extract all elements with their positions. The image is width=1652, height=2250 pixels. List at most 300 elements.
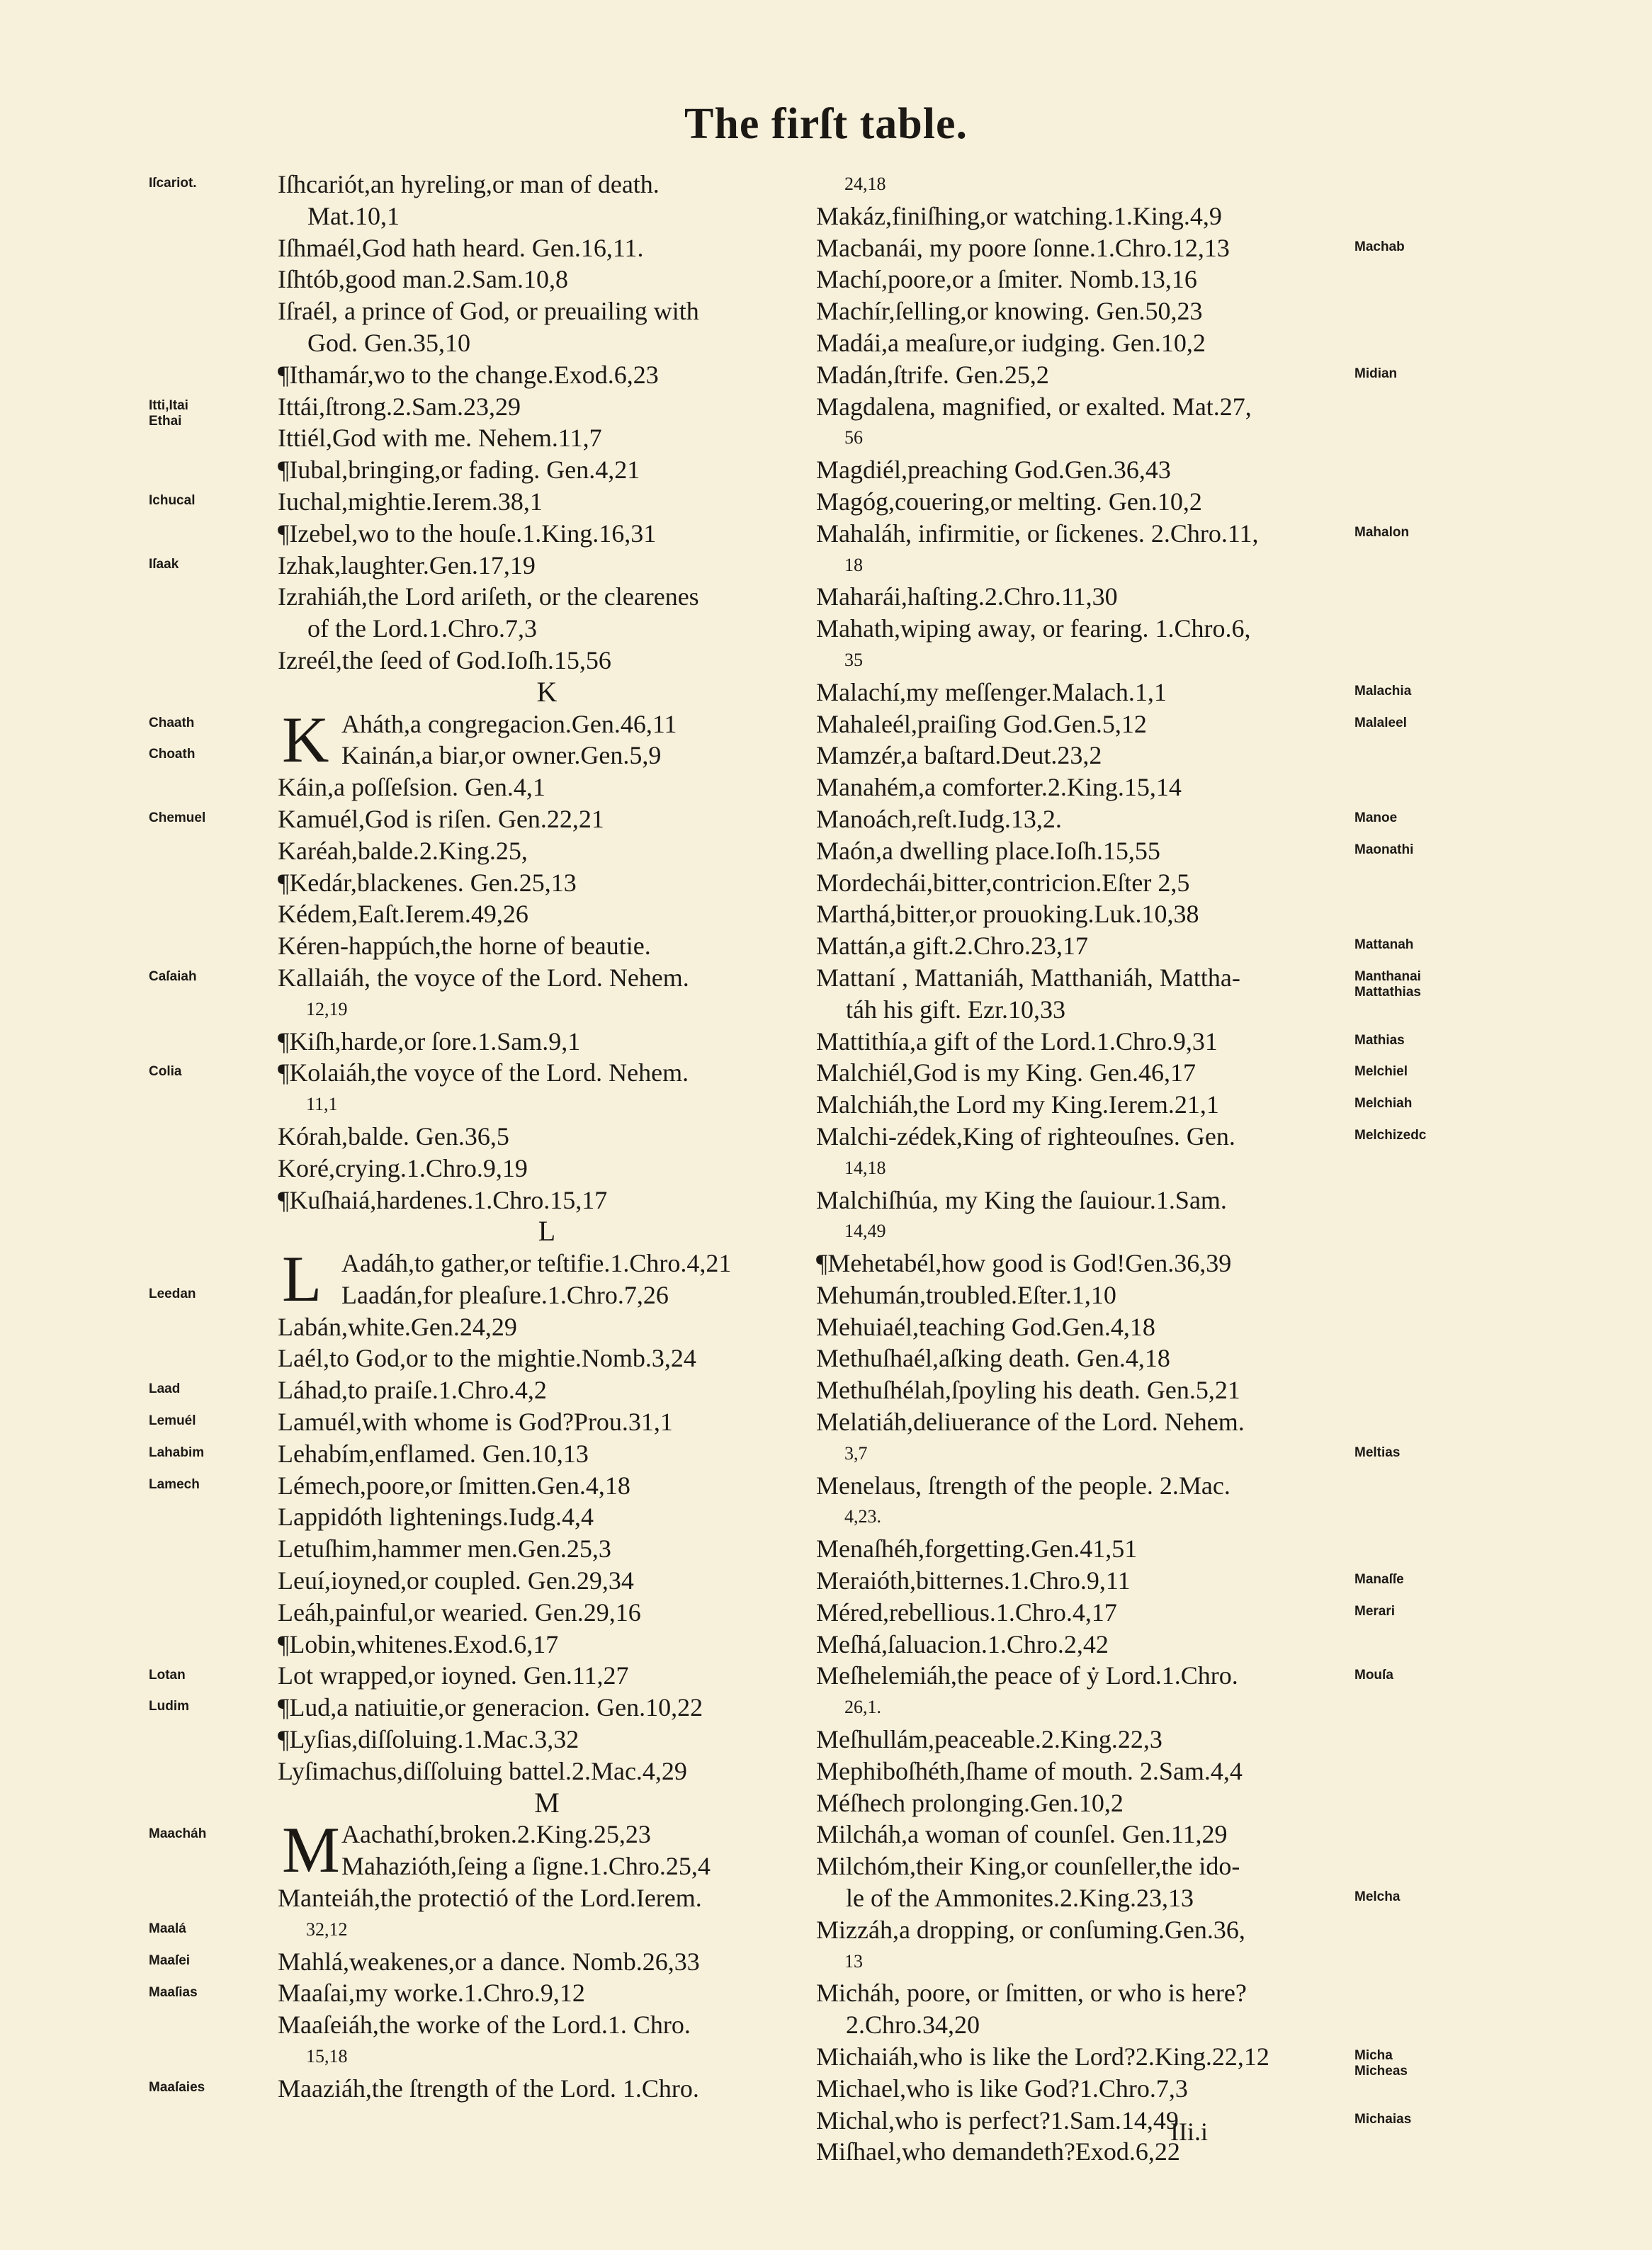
entry-text: Malchiſhúa, my King the ſauiour.1.Sam. xyxy=(816,1185,1227,1214)
index-entry xyxy=(816,1882,1354,1914)
entry-text: ¶Ithamár,wo to the change.Exod.6,23 xyxy=(278,360,659,389)
index-entry xyxy=(816,1946,1354,1978)
margin-note-text: Iſaak xyxy=(149,556,179,572)
margin-note-text: Mathias xyxy=(1354,1032,1405,1048)
margin-note-text: Laad xyxy=(149,1381,181,1397)
margin-note-text: Caſaiah xyxy=(149,969,197,984)
index-entry xyxy=(278,1756,816,1787)
entry-text: Iſhtób,good man.2.Sam.10,8 xyxy=(278,265,568,294)
margin-note-text: Choath xyxy=(149,747,196,762)
entry-text: táh his gift. Ezr.10,33 xyxy=(846,995,1065,1024)
index-entry xyxy=(816,232,1354,264)
margin-note xyxy=(149,1287,196,1302)
margin-note xyxy=(1354,1033,1405,1048)
margin-note-text: Itti,Itai xyxy=(149,397,188,413)
margin-note xyxy=(149,1826,206,1842)
margin-note-text: Micha xyxy=(1354,2048,1393,2064)
entry-text: Magdalena, magnified, or exalted. Mat.27, xyxy=(816,392,1252,421)
index-entry xyxy=(816,550,1354,582)
index-entry xyxy=(278,994,816,1026)
margin-note xyxy=(1354,239,1405,255)
index-entry xyxy=(816,1977,1354,2009)
entry-text: 32,12 xyxy=(306,1918,348,1940)
index-entry xyxy=(816,835,1354,867)
index-entry xyxy=(278,454,816,486)
entry-text: Manteiáh,the protectió of the Lord.Ierem. xyxy=(278,1884,702,1913)
entry-text: Mattán,a gift.2.Chro.23,17 xyxy=(816,932,1088,961)
margin-note-text: Manthanai xyxy=(1354,969,1421,984)
index-entry xyxy=(816,486,1354,518)
entry-text: Mahath,wiping away, or fearing. 1.Chro.6, xyxy=(816,614,1251,643)
index-entry xyxy=(816,1153,1354,1185)
entry-text: Leuí,ioyned,or coupled. Gen.29,34 xyxy=(278,1566,634,1595)
page-title: The firſt table. xyxy=(684,100,968,148)
index-entry xyxy=(816,645,1354,677)
entry-text: Micháh, poore, or ſmitten, or who is here? xyxy=(816,1979,1247,2008)
entry-text: Laél,to God,or to the mightie.Nomb.3,24 xyxy=(278,1344,696,1373)
entry-text: 35 xyxy=(844,649,863,670)
index-entry xyxy=(278,200,816,232)
entry-text: 56 xyxy=(844,427,863,448)
entry-text: Mat.10,1 xyxy=(307,201,400,230)
index-entry xyxy=(278,1406,816,1438)
index-entry xyxy=(278,1660,816,1692)
index-entry xyxy=(816,518,1354,550)
entry-text: Láhad,to praiſe.1.Chro.4,2 xyxy=(278,1376,547,1405)
entry-text: God. Gen.35,10 xyxy=(307,328,470,357)
entry-text: Malchiél,God is my King. Gen.46,17 xyxy=(816,1058,1196,1087)
entry-text: Menelaus, ſtrength of the people. 2.Mac. xyxy=(816,1471,1230,1500)
margin-note-text: Melchiah xyxy=(1354,1096,1413,1112)
index-entry xyxy=(816,867,1354,899)
entry-text: Meraióth,bitternes.1.Chro.9,11 xyxy=(816,1566,1131,1595)
index-entry xyxy=(816,1819,1354,1850)
entry-text: Mahaleél,praiſing God.Gen.5,12 xyxy=(816,709,1147,738)
index-entry xyxy=(816,422,1354,454)
entry-text: Lyſimachus,diſſoluing battel.2.Mac.4,29 xyxy=(278,1756,687,1785)
index-entry xyxy=(278,2041,816,2073)
margin-note-text: Lamech xyxy=(149,1476,200,1492)
index-entry xyxy=(278,898,816,930)
entry-text: Michaiáh,who is like the Lord?2.King.22,12 xyxy=(816,2042,1269,2071)
margin-note xyxy=(149,1064,181,1080)
index-entry xyxy=(278,1153,816,1185)
index-entry xyxy=(278,1121,816,1153)
entry-text: ¶Mehetabél,how good is God!Gen.36,39 xyxy=(816,1249,1232,1278)
index-entry xyxy=(278,264,816,295)
index-entry xyxy=(816,1470,1354,1502)
margin-note-text: Maonathi xyxy=(1354,842,1414,857)
index-entry xyxy=(278,1501,816,1533)
entry-text: ¶Lobin,whitenes.Exod.6,17 xyxy=(278,1629,559,1658)
index-entry xyxy=(278,1692,816,1724)
margin-note-text: Mouſa xyxy=(1354,1667,1393,1683)
entry-text: Karéah,balde.2.King.25, xyxy=(278,836,528,865)
entry-text: Lappidóth lightenings.Iudg.4,4 xyxy=(278,1503,594,1532)
index-entry xyxy=(816,1787,1354,1819)
margin-note xyxy=(149,557,179,572)
entry-text: Mattaní , Mattaniáh, Matthaniáh, Mattha- xyxy=(816,963,1240,992)
margin-note xyxy=(1354,937,1413,953)
index-entry xyxy=(278,1977,816,2009)
index-entry xyxy=(816,930,1354,962)
index-entry xyxy=(816,1756,1354,1787)
entry-text: of the Lord.1.Chro.7,3 xyxy=(307,614,537,643)
margin-note xyxy=(149,747,195,762)
index-entry xyxy=(278,1565,816,1597)
index-entry xyxy=(816,169,1354,200)
entry-text: Madán,ſtrife. Gen.25,2 xyxy=(816,360,1049,389)
index-entry xyxy=(816,1533,1354,1565)
entry-text: Meſhelemiáh,the peace of ẏ Lord.1.Chro. xyxy=(816,1661,1238,1690)
entry-text: Labán,white.Gen.24,29 xyxy=(278,1312,517,1341)
drop-cap: M xyxy=(282,1814,340,1887)
entry-text: ¶Kuſhaiá,hardenes.1.Chro.15,17 xyxy=(278,1185,608,1214)
entry-text: Malachí,my meſſenger.Malach.1,1 xyxy=(816,677,1167,706)
entry-text: Meſhá,ſaluacion.1.Chro.2,42 xyxy=(816,1629,1109,1658)
entry-text: Ittái,ſtrong.2.Sam.23,29 xyxy=(278,392,521,421)
entry-text: 13 xyxy=(844,1950,863,1972)
margin-note xyxy=(149,969,197,985)
entry-text: Kamuél,God is riſen. Gen.22,21 xyxy=(278,804,604,833)
entry-text: Mamzér,a baſtard.Deut.23,2 xyxy=(816,741,1102,770)
entry-text: Izhak,laughter.Gen.17,19 xyxy=(278,550,536,580)
margin-note xyxy=(1354,1064,1408,1080)
index-entry xyxy=(816,2009,1354,2041)
margin-note xyxy=(1354,716,1407,731)
entry-text: Lehabím,enflamed. Gen.10,13 xyxy=(278,1439,589,1468)
index-entry xyxy=(816,1660,1354,1692)
entry-text: ¶Iubal,bringing,or fading. Gen.4,21 xyxy=(278,456,640,485)
entry-text: Maón,a dwelling place.Ioſh.15,55 xyxy=(816,836,1160,865)
index-entry xyxy=(816,1026,1354,1058)
entry-text: Makáz,finiſhing,or watching.1.King.4,9 xyxy=(816,201,1222,230)
index-entry xyxy=(816,2041,1354,2073)
entry-text: L xyxy=(538,1215,556,1248)
index-entry xyxy=(816,1374,1354,1406)
index-entry xyxy=(278,422,816,454)
entry-text: Milchóm,their King,or counſeller,the ido- xyxy=(816,1852,1240,1881)
index-entry xyxy=(816,962,1354,994)
entry-text: 24,18 xyxy=(844,174,886,194)
margin-note-text: Manaſſe xyxy=(1354,1572,1404,1588)
margin-note xyxy=(1354,1889,1400,1905)
index-entry xyxy=(816,200,1354,232)
index-entry xyxy=(278,232,816,264)
entry-text: Methuſhaél,aſking death. Gen.4,18 xyxy=(816,1344,1170,1373)
entry-text: Mehumán,troubled.Eſter.1,10 xyxy=(816,1280,1116,1309)
entry-text: K xyxy=(536,675,558,708)
index-entry xyxy=(278,327,816,359)
index-entry xyxy=(816,740,1354,771)
index-entry xyxy=(816,1089,1354,1121)
index-entry xyxy=(816,1311,1354,1343)
entry-text: Mattithía,a gift of the Lord.1.Chro.9,31 xyxy=(816,1027,1218,1056)
margin-note xyxy=(1354,2048,1408,2079)
index-entry xyxy=(816,1850,1354,1882)
index-entry xyxy=(278,867,816,899)
entry-text: Maaſai,my worke.1.Chro.9,12 xyxy=(278,1979,585,2008)
entry-text: Milcháh,a woman of counſel. Gen.11,29 xyxy=(816,1820,1228,1849)
entry-text: Miſhael,who demandeth?Exod.6,22 xyxy=(816,2137,1180,2166)
margin-note xyxy=(149,398,188,429)
index-entry xyxy=(816,454,1354,486)
entry-text: Mehuiaél,teaching God.Gen.4,18 xyxy=(816,1312,1155,1341)
margin-note xyxy=(149,1413,196,1429)
margin-note xyxy=(149,1953,190,1969)
index-entry xyxy=(816,264,1354,295)
margin-note xyxy=(149,493,195,509)
entry-text: Machí,poore,or a ſmiter. Nomb.13,16 xyxy=(816,265,1197,294)
entry-text: Kédem,Eaſt.Ierem.49,26 xyxy=(278,900,528,929)
margin-note-text: Midian xyxy=(1354,366,1398,381)
index-entry xyxy=(816,1597,1354,1629)
index-entry xyxy=(816,1406,1354,1438)
index-entry xyxy=(816,1565,1354,1597)
entry-text: Leáh,painful,or wearied. Gen.29,16 xyxy=(278,1598,641,1627)
entry-text: 14,18 xyxy=(844,1157,886,1178)
entry-text: Laadán,for pleaſure.1.Chro.7,26 xyxy=(341,1280,669,1309)
entry-text: Manoách,reſt.Iudg.13,2. xyxy=(816,804,1062,833)
entry-text: 3,7 xyxy=(844,1442,868,1464)
index-entry xyxy=(278,1470,816,1502)
entry-text: Ittiél,God with me. Nehem.11,7 xyxy=(278,424,602,453)
margin-note xyxy=(1354,1096,1412,1112)
margin-note-text: Merari xyxy=(1354,1604,1396,1619)
index-entry xyxy=(278,1882,816,1914)
entry-text: Lot wrapped,or ioyned. Gen.11,27 xyxy=(278,1661,629,1690)
index-entry xyxy=(816,1692,1354,1724)
margin-note-text: Malachia xyxy=(1354,683,1412,699)
margin-note xyxy=(149,1921,186,1937)
index-entry xyxy=(278,835,816,867)
margin-note-text: Iſcariot. xyxy=(149,176,197,191)
entry-text: Michael,who is like God?1.Chro.7,3 xyxy=(816,2074,1188,2103)
margin-note-text: Machab xyxy=(1354,239,1405,254)
entry-text: 18 xyxy=(844,554,863,575)
entry-text: Macbanái, my poore ſonne.1.Chro.12,13 xyxy=(816,233,1230,262)
section-letter xyxy=(278,1787,816,1819)
margin-note-text: Colia xyxy=(149,1064,182,1080)
index-entry xyxy=(816,2073,1354,2105)
entry-text: Aadáh,to gather,or teſtifie.1.Chro.4,21 xyxy=(341,1249,732,1278)
entry-text: ¶Kolaiáh,the voyce of the Lord. Nehem. xyxy=(278,1058,689,1087)
index-entry xyxy=(278,1311,816,1343)
index-entry xyxy=(278,1533,816,1565)
margin-note-text: Mahalon xyxy=(1354,524,1410,540)
margin-note-text: Ethai xyxy=(149,413,182,429)
margin-note-text: Melchiel xyxy=(1354,1064,1408,1080)
margin-note xyxy=(149,1699,189,1714)
entry-text: Mephiboſhéth,ſhame of mouth. 2.Sam.4,4 xyxy=(816,1756,1243,1785)
index-entry xyxy=(278,803,816,835)
margin-note-text: Lahabim xyxy=(149,1445,205,1460)
margin-note xyxy=(1354,1445,1400,1461)
entry-text: 26,1. xyxy=(844,1697,881,1718)
index-entry xyxy=(816,295,1354,327)
index-entry xyxy=(816,1438,1354,1470)
entry-text: Méſhech prolonging.Gen.10,2 xyxy=(816,1788,1124,1817)
margin-note-text: Michaias xyxy=(1354,2111,1412,2127)
index-entry xyxy=(816,1216,1354,1248)
margin-note xyxy=(149,1985,198,2001)
margin-note-text: Mattathias xyxy=(1354,985,1421,1000)
margin-note-text: Lotan xyxy=(149,1667,186,1683)
margin-note-text: Lemuél xyxy=(149,1413,196,1429)
index-entry xyxy=(278,1279,816,1311)
index-entry xyxy=(816,1629,1354,1661)
index-entry xyxy=(278,550,816,582)
index-entry xyxy=(278,1946,816,1978)
entry-text: Maharái,haſting.2.Chro.11,30 xyxy=(816,582,1118,611)
entry-text: Letuſhim,hammer men.Gen.25,3 xyxy=(278,1534,611,1564)
index-entry xyxy=(278,962,816,994)
index-entry xyxy=(278,169,816,200)
entry-text: Izrahiáh,the Lord ariſeth, or the clearenes xyxy=(278,582,699,611)
margin-note xyxy=(149,1477,200,1493)
entry-text: Iſraél, a prince of God, or preuailing with xyxy=(278,297,699,326)
entry-text: Káin,a poſſeſsion. Gen.4,1 xyxy=(278,773,545,802)
entry-text: Melatiáh,deliuerance of the Lord. Nehem. xyxy=(816,1408,1245,1437)
margin-note xyxy=(1354,969,1421,1000)
index-entry xyxy=(278,1185,816,1216)
entry-text: Kórah,balde. Gen.36,5 xyxy=(278,1121,509,1151)
index-entry xyxy=(816,708,1354,740)
entry-text: Iſhcariót,an hyreling,or man of death. xyxy=(278,170,660,198)
right-column xyxy=(816,169,1354,2168)
entry-text: 11,1 xyxy=(306,1094,338,1115)
entry-text: Aachathí,broken.2.King.25,23 xyxy=(341,1820,651,1849)
entry-text: Menaſhéh,forgetting.Gen.41,51 xyxy=(816,1534,1138,1564)
index-entry xyxy=(816,2136,1354,2168)
margin-note xyxy=(149,2080,205,2096)
entry-text: Malchi-zédek,King of righteouſnes. Gen. xyxy=(816,1121,1235,1151)
index-entry xyxy=(278,1089,816,1121)
index-entry xyxy=(278,771,816,803)
entry-text: 14,49 xyxy=(844,1221,886,1242)
margin-note xyxy=(1354,810,1397,826)
index-entry xyxy=(278,613,816,645)
index-entry xyxy=(816,2105,1354,2137)
index-entry xyxy=(816,1279,1354,1311)
margin-note xyxy=(1354,1668,1393,1683)
index-entry xyxy=(816,1121,1354,1153)
margin-note-text: Melchizedc xyxy=(1354,1128,1427,1143)
entry-text: Methuſhélah,ſpoyling his death. Gen.5,21 xyxy=(816,1376,1240,1405)
entry-text: Mizzáh,a dropping, or conſuming.Gen.36, xyxy=(816,1915,1245,1944)
entry-text: Iuchal,mightie.Ierem.38,1 xyxy=(278,487,543,516)
index-entry xyxy=(278,1026,816,1058)
index-entry xyxy=(816,359,1354,391)
signature-mark: IIi.i xyxy=(1170,2118,1208,2146)
entry-text: Koré,crying.1.Chro.9,19 xyxy=(278,1153,528,1182)
section-letter xyxy=(278,677,816,708)
index-entry xyxy=(278,391,816,423)
left-column xyxy=(278,169,816,2105)
entry-text: ¶Kedár,blackenes. Gen.25,13 xyxy=(278,868,577,897)
entry-text: Mahazióth,ſeing a ſigne.1.Chro.25,4 xyxy=(341,1852,711,1881)
margin-note xyxy=(1354,684,1411,699)
margin-note-text: Maaſias xyxy=(149,1984,198,2000)
entry-text: ¶Lyſias,diſſoluing.1.Mac.3,32 xyxy=(278,1725,579,1754)
margin-note-text: Maaſaies xyxy=(149,2080,205,2095)
margin-note-text: Manoe xyxy=(1354,810,1398,825)
index-entry xyxy=(816,677,1354,708)
margin-note-text: Chaath xyxy=(149,715,195,730)
drop-cap: K xyxy=(282,703,329,776)
entry-text: Iſhmaél,God hath heard. Gen.16,11. xyxy=(278,233,644,262)
margin-note-text: Meltias xyxy=(1354,1445,1401,1460)
entry-text: Aháth,a congregacion.Gen.46,11 xyxy=(341,709,677,738)
index-entry xyxy=(816,1185,1354,1216)
entry-text: Michal,who is perfect?1.Sam.14,49 xyxy=(816,2105,1179,2135)
margin-note xyxy=(149,716,194,731)
index-entry xyxy=(278,1850,816,1882)
margin-note-text: Maaſei xyxy=(149,1952,191,1968)
index-entry xyxy=(816,391,1354,423)
index-entry xyxy=(816,1057,1354,1089)
entry-text: Magdiél,preaching God.Gen.36,43 xyxy=(816,456,1171,485)
entry-text: Lamuél,with whome is God?Prou.31,1 xyxy=(278,1408,673,1437)
index-entry xyxy=(278,581,816,613)
margin-note-text: Mattanah xyxy=(1354,937,1414,953)
margin-note xyxy=(1354,842,1413,858)
index-entry xyxy=(816,803,1354,835)
margin-note xyxy=(149,810,205,826)
index-entry xyxy=(278,518,816,550)
margin-note xyxy=(149,1668,186,1683)
entry-text: Mahlá,weakenes,or a dance. Nomb.26,33 xyxy=(278,1947,700,1976)
entry-text: Maaſeiáh,the worke of the Lord.1. Chro. xyxy=(278,2011,691,2040)
margin-note-text: Leedan xyxy=(149,1287,196,1301)
index-entry xyxy=(816,1914,1354,1946)
margin-note xyxy=(1354,1572,1404,1588)
index-entry xyxy=(816,1248,1354,1279)
entry-text: Izreél,the ſeed of God.Ioſh.15,56 xyxy=(278,645,611,674)
index-entry xyxy=(278,1724,816,1756)
index-entry xyxy=(278,740,816,771)
index-entry xyxy=(278,486,816,518)
entry-text: Kallaiáh, the voyce of the Lord. Nehem. xyxy=(278,963,689,992)
margin-note-text: Ichucal xyxy=(149,493,196,508)
index-entry xyxy=(278,1914,816,1946)
index-entry xyxy=(278,930,816,962)
entry-text: M xyxy=(534,1786,560,1819)
entry-text: ¶Kiſh,harde,or ſore.1.Sam.9,1 xyxy=(278,1027,581,1056)
section-letter xyxy=(278,1216,816,1248)
index-entry xyxy=(816,898,1354,930)
index-entry xyxy=(278,1597,816,1629)
index-entry xyxy=(278,1342,816,1374)
entry-text: Maaziáh,the ſtrength of the Lord. 1.Chro. xyxy=(278,2074,699,2103)
index-entry xyxy=(816,581,1354,613)
entry-text: Mahaláh, infirmitie, or ſickenes. 2.Chro.11, xyxy=(816,519,1259,548)
entry-text: Kainán,a biar,or owner.Gen.5,9 xyxy=(341,741,662,770)
entry-text: Meſhullám,peaceable.2.King.22,3 xyxy=(816,1725,1162,1754)
index-entry xyxy=(278,2009,816,2041)
margin-note-text: Ludim xyxy=(149,1699,189,1714)
entry-text: Manahém,a comforter.2.King.15,14 xyxy=(816,773,1182,802)
index-entry xyxy=(816,327,1354,359)
margin-note-text: Maacháh xyxy=(149,1826,207,1841)
margin-note xyxy=(1354,1604,1395,1619)
margin-note xyxy=(149,1381,180,1397)
entry-text: 4,23. xyxy=(844,1506,881,1527)
index-entry xyxy=(278,1438,816,1470)
entry-text: Lémech,poore,or ſmitten.Gen.4,18 xyxy=(278,1471,630,1500)
entry-text: 15,18 xyxy=(306,2046,348,2067)
entry-text: Mordechái,bitter,contricion.Eſter 2,5 xyxy=(816,868,1190,897)
